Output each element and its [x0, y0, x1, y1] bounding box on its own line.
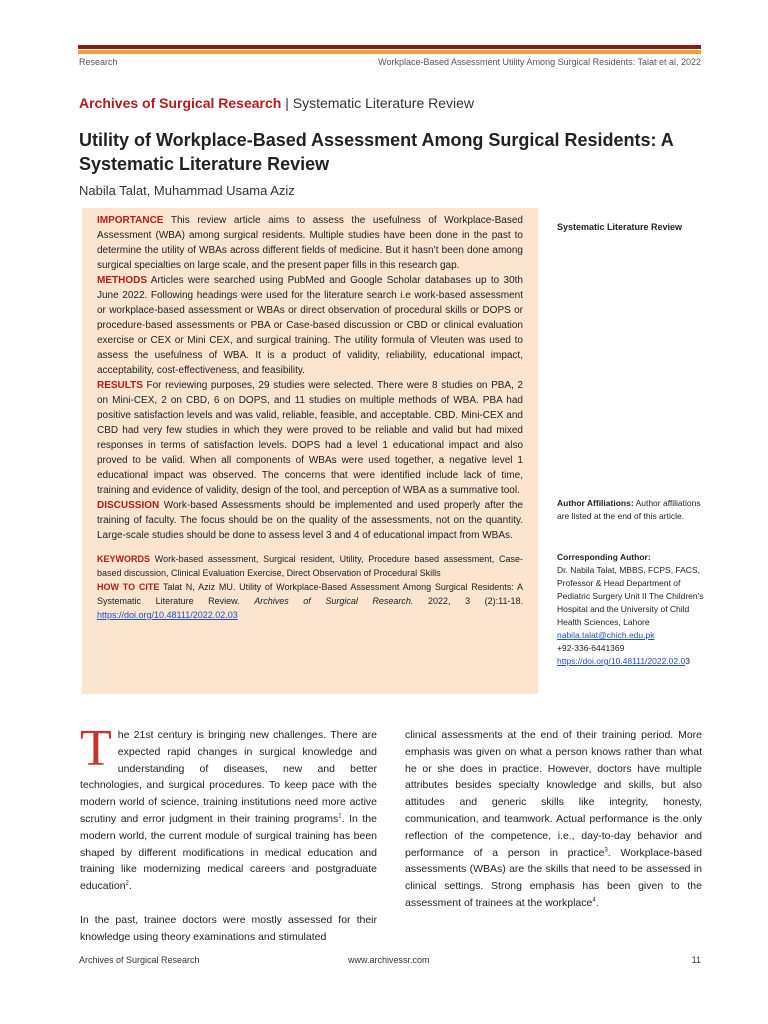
top-bar-orange — [78, 50, 701, 54]
running-header-title: Workplace-Based Assessment Utility Among Surgical Residents: Talat et al, 2022 — [378, 57, 701, 67]
article-type-label: Systematic Literature Review — [557, 222, 683, 232]
how-to-cite — [97, 580, 523, 622]
discussion-heading: DISCUSSION — [97, 500, 160, 511]
body-paragraph — [405, 727, 702, 912]
keywords-text: Work-based assessment, Surgical resident, Utility, Procedure based assessment, Case-based discussion, Clinical Evaluation Exercise, Direct Observation of Procedural Skills — [97, 554, 523, 578]
footer-journal: Archives of Surgical Research — [79, 955, 200, 965]
footer-website[interactable]: www.archivessr.com — [348, 955, 430, 965]
email-link[interactable]: nabila.talat@chich.edu.pk — [557, 630, 655, 640]
importance-heading: IMPORTANCE — [97, 215, 164, 226]
results-heading: RESULTS — [97, 380, 143, 391]
citation-volume: 2022, 3 (2):11-18. — [428, 596, 523, 606]
how-to-cite-heading: HOW TO CITE — [97, 582, 160, 592]
abstract-discussion — [97, 498, 523, 543]
methods-text: Articles were searched using PubMed and Google Scholar databases up to 30th June 2022. Following headings were used for the literature search i.e work-based assessment or workplace-based assessment or WBAs or direct observation of procedural skills or DOPS or procedure-based assessments or PBA or Case-based discussion or CBD or clinical evaluation exercise or CEX or Mini CEX, and surgical training. The utility formula of Vleuten was used to assess the usefulness of WBA. It is a product of validity, reliability, educational impact, acceptability, cost-effectiveness, and feasibility. — [97, 275, 523, 376]
abstract-box — [82, 208, 538, 694]
results-text: For reviewing purposes, 29 studies were selected. There were 8 studies on PBA, 2 on Mini-CEX, 2 on CBD, 6 on DOPS, and 11 studies on multiple methods of WBA. PBA had positive satisfaction levels and was valid, reliable, feasible, and acceptable. CBD. Mini-CEX and CBD had very few studies in which they were proved to be reliable and valid but had mixed responses in terms of satisfaction levels. DOPS had a level 1 educational impact and also proved to be valid. When all components of WBAs were used together, a negative level 1 educational impact was observed. The concerns that were identified include lack of time, training and evidence of validity, design of the tool, and perception of WBA as a summative tool. — [97, 380, 523, 496]
abstract-methods — [97, 273, 523, 378]
reference-4[interactable]: 4 — [592, 897, 596, 904]
top-bar-dark — [78, 45, 701, 49]
body-paragraph — [80, 720, 377, 895]
keywords — [97, 552, 523, 580]
affiliations-text: Author affiliations are listed at the end of this article. — [557, 498, 701, 521]
affiliations-heading: Author Affiliations: — [557, 498, 634, 508]
body-text: In the past, trainee doctors were mostly assessed for their knowledge using theory examinations and stimulated — [80, 913, 377, 943]
body-text: he 21st century is bringing new challenges. There are expected rapid changes in surgical knowledge and understanding of diseases, new and better technologies, and surgical procedures. To keep pace with the modern world of science, training institutions need more active scrutiny and error judgment in their training programs — [80, 729, 377, 825]
corresponding-heading: Corresponding Author: — [557, 552, 651, 562]
reference-2[interactable]: 2 — [125, 880, 129, 887]
sidebar-doi-tail: 3 — [685, 656, 690, 666]
body-text: . In the modern world, the current module of surgical training has been shaped by different modifications in medical education and training like modernizing medical careers and postgraduate education — [80, 812, 377, 893]
article-section: | Systematic Literature Review — [285, 95, 475, 111]
sidebar-doi-link[interactable]: https://doi.org/10.48111/2022.02.0 — [557, 656, 686, 666]
body-column-left — [80, 720, 377, 946]
corresponding-details: Dr. Nabila Talat, MBBS, FCPS, FACS, Professor & Head Department of Pediatric Surgery Unit II The Children’s Hospital and the University of Child Health Sciences, Lahore — [557, 565, 704, 627]
phone-number: +92-336-6441369 — [557, 643, 625, 653]
keywords-heading: KEYWORDS — [97, 554, 151, 564]
body-paragraph — [80, 912, 377, 946]
citation-text: Talat N, Aziz MU. Utility of Workplace-Based Assessment Among Surgical Residents: A Systematic Literature Review. — [97, 582, 523, 606]
abstract-importance — [97, 213, 523, 273]
top-color-bar — [78, 45, 701, 54]
reference-1[interactable]: 1 — [338, 813, 342, 820]
page-number: 11 — [691, 955, 701, 965]
methods-heading: METHODS — [97, 275, 147, 286]
corresponding-author — [557, 551, 707, 668]
author-affiliations — [557, 497, 707, 523]
body-text: clinical assessments at the end of their training period. More emphasis was given on what a person knows rather than what he or she does in practice. However, doctors have multiple attributes besides specialty knowledge and skills, but also attitudes and generic skills like integrity, honesty, communication, and teamwork. Actual performance is the only reflection of the competence, i.e., day-to-day behavior and performance of a person in practice — [405, 729, 702, 859]
citation-doi-link[interactable]: https://doi.org/10.48111/2022.02.03 — [97, 610, 238, 620]
importance-text: This review article aims to assess the usefulness of Workplace-Based Assessment (WBA) among surgical residents. Multiple studies have been done in the past to determine the utility of WBAs across different fields of medicine. But it hasn’t been done among surgical specialties on large scale, and the present paper fills in this research gap. — [97, 215, 523, 271]
discussion-text: Work-based Assessments should be implemented and used properly after the training of faculty. The focus should be on the quality of the assessments, not on the quantity. Large-scale studies should be done to assess level 3 and 4 of educational impact from WBAs. — [97, 500, 523, 541]
journal-line — [79, 95, 474, 111]
citation-journal: Archives of Surgical Research. — [254, 596, 414, 606]
body-text: . Workplace-based assessments (WBAs) are the skills that need to be assessed in clinical settings. Strong emphasis has been given to the assessment of trainees at the workplace — [405, 846, 702, 909]
running-header-section: Research — [79, 57, 118, 67]
journal-name: Archives of Surgical Research — [79, 95, 282, 111]
drop-cap: T — [80, 720, 112, 777]
body-text: . — [595, 896, 599, 909]
abstract-results — [97, 378, 523, 498]
body-column-right — [405, 727, 702, 912]
reference-3[interactable]: 3 — [604, 847, 608, 854]
body-text: . — [128, 880, 132, 893]
article-title: Utility of Workplace-Based Assessment Among Surgical Residents: A Systematic Literature Review — [79, 130, 674, 174]
authors: Nabila Talat, Muhammad Usama Aziz — [79, 183, 295, 198]
